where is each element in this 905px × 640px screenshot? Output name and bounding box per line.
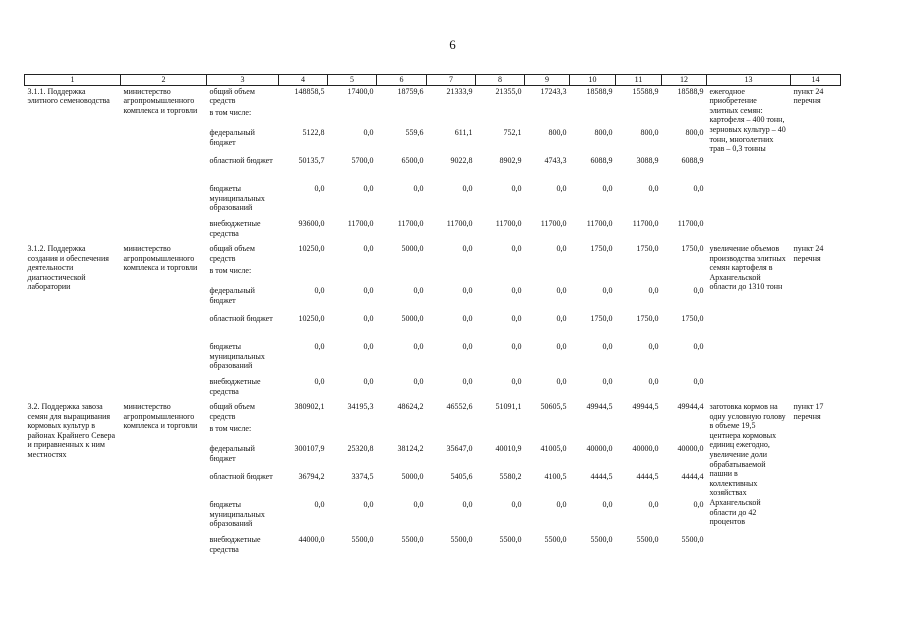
funding-value: 5580,2 [499,472,522,482]
funding-value: 0,0 [693,286,704,296]
expected-result: ежегодное приобретение элитных семян: картофеля – 400 тонн, зерновых культур – 40 тонн, многолетних трав – 0,3 тонны [709,86,786,154]
funding-value: 0,0 [602,342,613,352]
funding-value: 0,0 [413,377,424,387]
funding-value [427,265,476,285]
funding-value: 18588,9 [677,86,704,96]
funding-value: 4100,5 [544,472,567,482]
funding-value: 11700,0 [677,219,704,229]
funding-value: 46552,6 [446,402,473,412]
funding-value: 0,0 [693,377,704,387]
funding-value [616,423,662,443]
funding-value: 0,0 [413,286,424,296]
funding-value [662,107,707,127]
column-header-7: 7 [427,75,476,86]
funding-value: 0,0 [363,342,374,352]
funding-value [328,423,377,443]
funding-value: 5500,0 [499,535,522,545]
funding-value: 0,0 [602,377,613,387]
funding-value: 0,0 [314,342,325,352]
funding-value [279,107,328,127]
funding-value: 300107,9 [294,444,325,454]
funding-value: 44000,0 [298,535,325,545]
funding-value: 0,0 [693,500,704,510]
funding-value: 5000,0 [401,472,424,482]
funding-value: 380902,1 [294,402,325,412]
funding-value: 11700,0 [347,219,374,229]
funding-value: 0,0 [602,500,613,510]
funding-value: 0,0 [648,342,659,352]
column-header-1: 1 [25,75,121,86]
funding-value: 11700,0 [632,219,659,229]
funding-value: 51091,1 [495,402,522,412]
executor-name: министерство агропромышленного комплекса и торговли [123,86,198,115]
funding-value [616,265,662,285]
funding-value [616,107,662,127]
funding-value [279,265,328,285]
funding-value: 0,0 [314,184,325,194]
funding-value: 0,0 [413,500,424,510]
column-header-6: 6 [377,75,427,86]
funding-value: 752,1 [503,128,522,138]
funding-value: 21333,9 [446,86,473,96]
funding-value: 5500,0 [590,535,613,545]
funding-value: 5500,0 [450,535,473,545]
funding-value: 0,0 [462,377,473,387]
expected-result: увеличение объемов производства элитных семян картофеля в Архангельской области до 1310 тонн [709,244,786,292]
funding-value [525,107,570,127]
funding-value: 0,0 [511,184,522,194]
table-row [25,85,841,107]
funding-value [570,423,616,443]
funding-value: 0,0 [462,314,473,324]
funding-value: 6088,9 [681,156,704,166]
funding-value: 0,0 [363,244,374,254]
funding-value: 17400,0 [347,86,374,96]
measure-name: 3.2. Поддержка завоза семян для выращивания кормовых культур в районах Крайнего Севера и приравненных к ним местностях [27,402,116,460]
funding-value: 559,6 [405,128,424,138]
measure-name: 3.1.1. Поддержка элитного семеноводства [27,86,110,106]
funding-value: 0,0 [556,342,567,352]
funding-value: 0,0 [413,342,424,352]
funding-value: 1750,0 [636,314,659,324]
funding-value: 4444,5 [636,472,659,482]
funding-value: 4444,4 [681,472,704,482]
funding-source: общий объем средств [209,86,255,106]
funding-value [328,265,377,285]
funding-source: в том числе: [209,108,252,118]
funding-value: 0,0 [602,184,613,194]
column-header-5: 5 [328,75,377,86]
column-header-10: 10 [570,75,616,86]
funding-source: внебюджетные средства [209,535,261,554]
funding-value: 40000,0 [632,444,659,454]
column-header-4: 4 [279,75,328,86]
funding-value: 0,0 [556,314,567,324]
funding-value: 800,0 [640,128,659,138]
funding-value [476,265,525,285]
funding-value: 800,0 [548,128,567,138]
funding-value: 93600,0 [298,219,325,229]
funding-value: 0,0 [602,286,613,296]
funding-value [476,107,525,127]
executor-name: министерство агропромышленного комплекса и торговли [123,244,198,273]
funding-source: федеральный бюджет [209,128,255,147]
funding-value: 0,0 [462,244,473,254]
column-header-2: 2 [121,75,207,86]
funding-value: 0,0 [693,342,704,352]
funding-value: 5500,0 [544,535,567,545]
funding-source: федеральный бюджет [209,444,255,463]
funding-source: внебюджетные средства [209,219,261,238]
funding-value: 18588,9 [586,86,613,96]
funding-source: областной бюджет [209,156,273,166]
funding-value: 0,0 [314,286,325,296]
funding-value: 36794,2 [298,472,325,482]
column-header-3: 3 [207,75,279,86]
funding-value [377,265,427,285]
funding-value: 48624,2 [397,402,424,412]
executor-name: министерство агропромышленного комплекса и торговли [123,402,198,431]
funding-value: 1750,0 [590,244,613,254]
funding-value [377,107,427,127]
funding-value [525,423,570,443]
funding-value: 0,0 [511,244,522,254]
funding-value: 49944,4 [677,402,704,412]
funding-value: 0,0 [462,286,473,296]
funding-value [662,265,707,285]
column-header-13: 13 [707,75,791,86]
funding-value: 0,0 [363,286,374,296]
funding-source: в том числе: [209,424,252,434]
measure-name: 3.1.2. Поддержка создания и обеспечения деятельности диагностической лаборатории [27,244,109,292]
column-header-12: 12 [662,75,707,86]
funding-value: 0,0 [693,184,704,194]
funding-source: областной бюджет [209,472,273,482]
funding-value: 25320,8 [347,444,374,454]
funding-source: бюджеты муниципальных образований [209,342,265,371]
funding-value: 17243,3 [540,86,567,96]
funding-value: 0,0 [648,500,659,510]
funding-value: 15588,9 [632,86,659,96]
funding-value: 50135,7 [298,156,325,166]
funding-value: 34195,3 [347,402,374,412]
funding-source: в том числе: [209,266,252,276]
funding-value: 5500,0 [636,535,659,545]
funding-value: 6088,9 [590,156,613,166]
funding-value: 1750,0 [681,314,704,324]
funding-value [525,265,570,285]
funding-value: 5122,8 [302,128,325,138]
funding-value: 148858,5 [294,86,325,96]
funding-value: 11700,0 [540,219,567,229]
funding-value: 5700,0 [351,156,374,166]
funding-value: 3088,9 [636,156,659,166]
funding-value [476,423,525,443]
funding-value: 0,0 [314,500,325,510]
funding-value: 0,0 [363,500,374,510]
funding-source: общий объем средств [209,402,255,421]
funding-value: 1750,0 [681,244,704,254]
funding-source: бюджеты муниципальных образований [209,500,265,529]
funding-value: 11700,0 [586,219,613,229]
funding-value: 40000,0 [586,444,613,454]
funding-value: 0,0 [462,342,473,352]
funding-value: 0,0 [363,377,374,387]
funding-value: 5500,0 [681,535,704,545]
funding-value [427,423,476,443]
funding-value: 8902,9 [499,156,522,166]
reference-item: пункт 17 перечня [793,402,824,421]
column-header-9: 9 [525,75,570,86]
funding-value: 11700,0 [397,219,424,229]
funding-value: 40010,9 [495,444,522,454]
funding-value: 1750,0 [590,314,613,324]
funding-value: 0,0 [556,500,567,510]
funding-value: 0,0 [648,286,659,296]
funding-value: 49944,5 [586,402,613,412]
funding-value: 10250,0 [298,314,325,324]
funding-value: 5000,0 [401,244,424,254]
funding-value: 0,0 [511,377,522,387]
column-header-11: 11 [616,75,662,86]
funding-value: 10250,0 [298,244,325,254]
funding-value: 0,0 [462,500,473,510]
expected-result: заготовка кормов на одну условную голову в объеме 19,5 центнера кормовых единиц ежегодно, увеличение доли обрабатываемой пашни в коллективных хозяйствах Архангельской области до 42 процентов [709,402,786,527]
funding-value: 40000,0 [677,444,704,454]
page-number: 6 [449,37,456,52]
funding-value: 0,0 [511,500,522,510]
funding-source: федеральный бюджет [209,286,255,305]
funding-value: 800,0 [685,128,704,138]
funding-value: 0,0 [363,314,374,324]
funding-value: 0,0 [556,244,567,254]
funding-value: 0,0 [511,286,522,296]
column-number-row [25,75,841,86]
funding-value: 4743,3 [544,156,567,166]
funding-source: бюджеты муниципальных образований [209,184,265,213]
funding-value: 0,0 [363,184,374,194]
funding-value: 0,0 [511,314,522,324]
column-header-8: 8 [476,75,525,86]
funding-value: 1750,0 [636,244,659,254]
funding-value: 0,0 [556,184,567,194]
funding-source: внебюджетные средства [209,377,261,396]
funding-value: 0,0 [556,377,567,387]
funding-value [279,423,328,443]
funding-source: общий объем средств [209,244,255,263]
funding-value: 0,0 [314,377,325,387]
funding-value [427,107,476,127]
funding-value: 5500,0 [351,535,374,545]
column-header-14: 14 [791,75,841,86]
funding-value: 35647,0 [446,444,473,454]
funding-value: 0,0 [363,128,374,138]
funding-value [570,107,616,127]
funding-value: 18759,6 [397,86,424,96]
funding-value: 5405,6 [450,472,473,482]
funding-value: 800,0 [594,128,613,138]
funding-value: 0,0 [648,377,659,387]
funding-value [662,423,707,443]
funding-value: 11700,0 [495,219,522,229]
funding-value: 0,0 [462,184,473,194]
funding-value: 0,0 [648,184,659,194]
funding-value [328,107,377,127]
funding-value: 611,1 [454,128,473,138]
table-row [25,243,841,265]
funding-value: 11700,0 [446,219,473,229]
funding-value: 38124,2 [397,444,424,454]
funding-value [570,265,616,285]
table-row [25,401,841,423]
funding-value: 5500,0 [401,535,424,545]
funding-value: 6500,0 [401,156,424,166]
reference-item: пункт 24 перечня [793,244,824,263]
funding-value: 0,0 [556,286,567,296]
funding-value: 21355,0 [495,86,522,96]
funding-value: 4444,5 [590,472,613,482]
funding-value: 0,0 [413,184,424,194]
funding-value: 50605,5 [540,402,567,412]
funding-value [377,423,427,443]
table-body [25,85,841,559]
program-measures-table [24,74,841,559]
reference-item: пункт 24 перечня [793,86,824,106]
funding-value: 41005,0 [540,444,567,454]
funding-source: областной бюджет [209,314,273,324]
funding-value: 5000,0 [401,314,424,324]
funding-value: 3374,5 [351,472,374,482]
table-header [25,75,841,86]
funding-value: 9022,8 [450,156,473,166]
funding-value: 49944,5 [632,402,659,412]
funding-value: 0,0 [511,342,522,352]
